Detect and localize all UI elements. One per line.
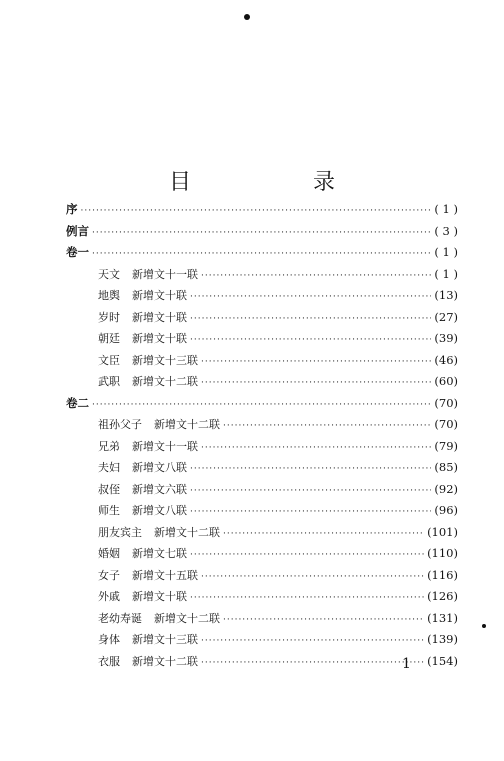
toc-entry-note: 新增文十三联 [132,633,198,646]
toc-entry-title: 朋友宾主 [98,525,142,539]
toc-entry [66,352,458,374]
toc-entry [66,309,458,331]
dot-leader [190,335,431,345]
toc-entry-page: (131) [427,610,458,625]
toc-entry-page: (27) [434,309,458,324]
toc-entry-page: (126) [427,589,458,603]
toc-entry-title: 婚姻 [98,547,120,560]
dot-leader [190,593,424,603]
toc-entry-note: 新增文十联 [132,310,187,324]
toc-entry-note: 新增文十联 [132,289,187,302]
toc-entry-page: (96) [434,503,458,517]
toc-entry-title: 序 [66,202,78,216]
toc-entry-page: ( 1 ) [434,245,458,259]
toc-entry-note: 新增文十联 [132,590,187,603]
toc-entry [66,438,458,460]
toc-entry-title: 天文 [98,267,120,281]
toc-entry [66,459,458,481]
toc-entry-title: 祖孙父子 [98,418,142,431]
toc-entry-page: (101) [427,524,458,539]
toc-entry-page: ( 1 ) [434,266,458,281]
toc-entry-title: 身体 [98,633,120,646]
dot-leader [223,421,431,431]
toc-entry-title: 老幼寿诞 [98,611,142,625]
dot-leader [190,464,431,474]
toc-entry-title: 文臣 [98,353,120,367]
dot-leader [223,615,424,625]
toc-entry-title: 朝廷 [98,332,120,345]
toc-entry [66,481,458,503]
toc-entry-note: 新增文八联 [132,504,187,517]
toc-entry-title: 师生 [98,504,120,517]
dot-leader [201,572,424,582]
toc-entry-title: 兄弟 [98,439,120,453]
toc-entry [66,373,458,395]
toc-entry-title: 例言 [66,223,89,238]
toc-entry-page: (110) [427,546,458,560]
dot-leader [201,636,424,646]
ink-speck-right [482,624,486,628]
toc-entry-page: (60) [434,374,458,388]
dot-leader [92,228,431,238]
toc-entry-title: 女子 [98,568,120,582]
toc-entry [66,610,458,632]
toc-entry [66,524,458,546]
toc-entry [66,416,458,438]
toc-entry-note: 新增文十一联 [132,267,198,281]
toc-entry-note: 新增文十二联 [154,611,220,625]
toc-entry [66,201,458,223]
toc-entry-note: 新增文十二联 [154,525,220,539]
toc-entry-page: (154) [427,653,458,668]
toc-entry [66,502,458,524]
toc-entry-title: 衣服 [98,654,120,668]
toc-entry-title: 叔侄 [98,482,120,496]
toc-entry-page: (85) [434,460,458,474]
toc-entry-note: 新增文十三联 [132,353,198,367]
dot-leader [190,292,431,302]
toc-entry [66,287,458,309]
toc-entry-title: 夫妇 [98,461,120,474]
dot-leader [201,271,431,281]
toc-entry-title: 武职 [98,375,120,388]
toc-entry-note: 新增文十五联 [132,568,198,582]
toc-entry-title: 岁时 [98,310,120,324]
toc-entry-page: (92) [434,481,458,496]
toc-entry-page: (46) [434,352,458,367]
toc-entry-title: 外戚 [98,590,120,603]
ink-speck-top [244,14,250,20]
toc-entry-page: (79) [434,438,458,453]
toc-entry [66,653,458,675]
toc-entry-page: (70) [434,417,458,431]
dot-leader [92,249,431,259]
toc-entry [66,266,458,288]
toc-entry-title: 地舆 [98,289,120,302]
toc-entry-note: 新增文十一联 [132,439,198,453]
dot-leader [92,400,431,410]
toc-entry-page: ( 1 ) [434,202,458,216]
page-title: 目 录 [168,169,385,195]
toc-entry [66,223,458,245]
toc-entry-page: (139) [427,632,458,646]
toc-entry-note: 新增文七联 [132,547,187,560]
toc-entry-page: (116) [427,567,458,582]
toc-entry-note: 新增文六联 [132,482,187,496]
dot-leader [201,658,424,668]
dot-leader [190,314,431,324]
dot-leader [201,357,431,367]
dot-leader [190,550,424,560]
toc-entry-title: 卷一 [66,245,89,259]
dot-leader [201,378,431,388]
toc-entry-page: (13) [434,288,458,302]
dot-leader [81,206,432,216]
dot-leader [190,486,431,496]
toc-entry [66,395,458,417]
toc-entry [66,588,458,610]
toc-entry-title: 卷二 [66,395,89,410]
table-of-contents [66,201,458,674]
toc-entry-page: ( 3 ) [434,223,458,238]
toc-entry-page: (39) [434,331,458,345]
toc-entry-note: 新增文十二联 [132,375,198,388]
toc-entry [66,545,458,567]
dot-leader [201,443,431,453]
toc-entry-note: 新增文十二联 [132,654,198,668]
toc-entry [66,631,458,653]
toc-entry-page: (70) [434,395,458,410]
toc-entry-note: 新增文八联 [132,461,187,474]
toc-entry [66,567,458,589]
dot-leader [190,507,431,517]
dot-leader [223,529,424,539]
toc-entry [66,244,458,266]
page-number: 1 [402,656,411,672]
toc-entry-note: 新增文十联 [132,332,187,345]
toc-entry [66,330,458,352]
toc-entry-note: 新增文十二联 [154,418,220,431]
